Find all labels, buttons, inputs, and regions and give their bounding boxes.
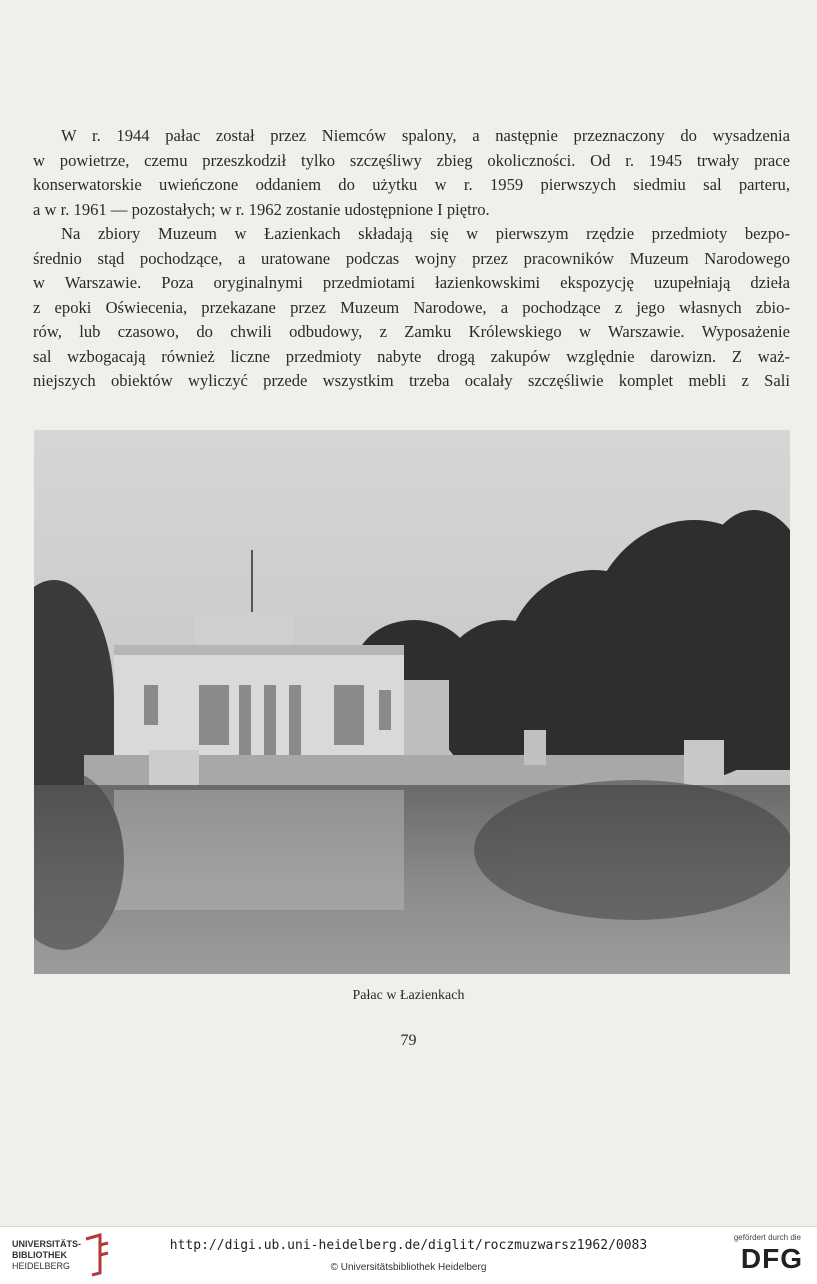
text-line: konserwatorskie uwieńczone oddaniem do użytku w r. 1959 pierwszych siedmiu sal parteru, [33, 175, 790, 194]
text-line: z epoki Oświecenia, przekazane przez Muzeum Narodowe, a pochodzące z jego własnych zbio- [33, 297, 790, 317]
body-text [33, 124, 790, 394]
digitization-footer [0, 1226, 817, 1284]
library-name-line: UNIVERSITÄTS- [12, 1239, 82, 1249]
palace-photograph [34, 430, 790, 974]
figure-caption: Pałac w Łazienkach [352, 988, 465, 1003]
copyright-notice: © Universitätsbibliothek Heidelberg [330, 1262, 487, 1273]
library-name-line: BIBLIOTHEK [12, 1250, 67, 1260]
page-number: 79 [400, 1032, 417, 1049]
source-url-link[interactable]: http://digi.ub.uni-heidelberg.de/diglit/roczmuzwarsz1962/0083 [169, 1238, 648, 1253]
text-line: w Warszawie. Poza oryginalnymi przedmiotami łazienkowskimi ekspozycję uzupełniają dzieła [33, 273, 790, 292]
text-line: W r. 1944 pałac został przez Niemców spalony, a następnie przeznaczony do wysadzenia [61, 126, 790, 145]
palace-photo-illustration [34, 430, 790, 974]
text-line: Na zbiory Muzeum w Łazienkach składają się w pierwszym rzędzie przedmioty bezpo- [61, 224, 790, 243]
text-line: niejszych obiektów wyliczyć przede wszystkim trzeba ocalały szczęśliwie komplet mebli z Sali [33, 371, 790, 390]
text-line: średnio stąd pochodzące, a uratowane podczas wojny przez pracowników Muzeum Narodowego [33, 248, 790, 268]
text-line: rów, lub czasowo, do chwili odbudowy, z Zamku Królewskiego w Warszawie. Wyposażenie [33, 322, 790, 341]
text-line: w powietrze, czemu przeszkodził tylko szczęśliwy zbieg okoliczności. Od r. 1945 trwały prace [33, 150, 790, 170]
library-name-line: HEIDELBERG [12, 1261, 71, 1271]
text-line: a w r. 1961 — pozostałych; w r. 1962 zostanie udostępnione I piętro. [33, 199, 490, 219]
text-line: sal wzbogacają również liczne przedmioty nabyte drogą zakupów względnie darowizn. Z waż- [33, 346, 790, 366]
dfg-logo: DFG [740, 1243, 803, 1274]
funded-by-label: gefördert durch die [733, 1233, 801, 1242]
